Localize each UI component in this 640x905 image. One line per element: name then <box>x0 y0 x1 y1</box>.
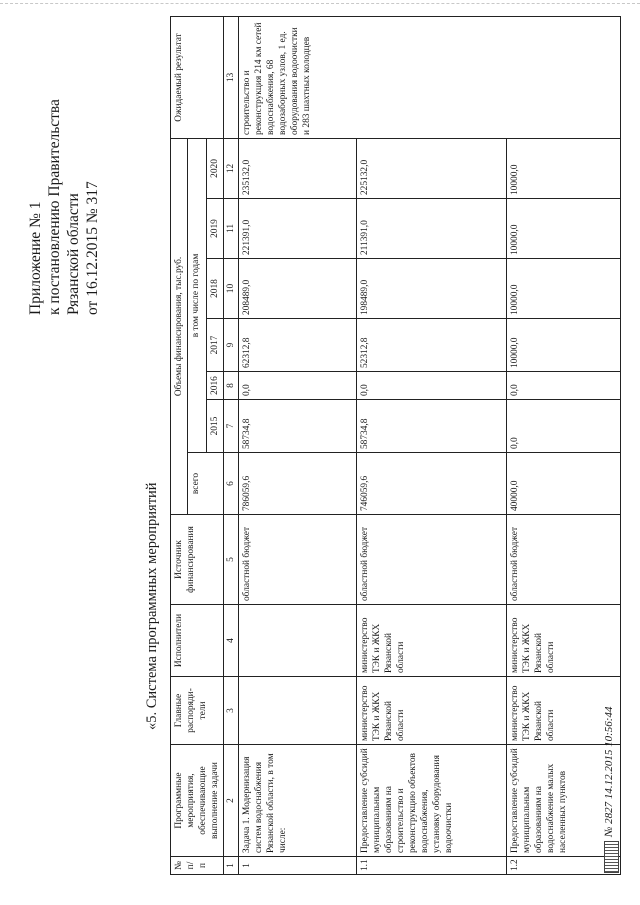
col-header-result: Ожидаемый результат <box>171 16 224 138</box>
row-source: областной бюджет <box>239 515 357 605</box>
row-year-2018: 198489,0 <box>357 259 507 319</box>
row-year-2017: 52312,8 <box>357 319 507 372</box>
col-number: 9 <box>224 319 239 372</box>
col-header-year-2018: 2018 <box>207 259 224 319</box>
col-number: 13 <box>224 16 239 138</box>
col-number: 8 <box>224 372 239 400</box>
row-source: областной бюджет <box>507 515 621 605</box>
col-header-managers: Главные распоряди- тели <box>171 677 224 745</box>
col-number: 5 <box>224 515 239 605</box>
col-header-year-2020: 2020 <box>207 138 224 198</box>
program-measures-table <box>170 16 621 875</box>
row-number: 1.1 <box>357 857 507 875</box>
col-number: 12 <box>224 138 239 198</box>
row-year-2015: 0,0 <box>507 400 621 453</box>
table-row <box>357 16 507 874</box>
col-header-year-2016: 2016 <box>207 372 224 400</box>
row-manager: министерство ТЭК и ЖКХ Рязанской области <box>507 677 621 745</box>
row-manager: министерство ТЭК и ЖКХ Рязанской области <box>357 677 507 745</box>
row-measure: Задача 1. Модернизация систем водоснабжения Рязанской области, в том числе: <box>239 745 357 857</box>
row-year-2019: 211391,0 <box>357 199 507 259</box>
row-year-2020: 225132,0 <box>357 138 507 198</box>
col-number: 11 <box>224 199 239 259</box>
row-source: областной бюджет <box>357 515 507 605</box>
row-total: 746059,6 <box>357 453 507 515</box>
row-executor: министерство ТЭК и ЖКХ Рязанской области <box>507 605 621 677</box>
header-line-1: Приложение № 1 <box>27 201 44 315</box>
row-year-2018: 10000,0 <box>507 259 621 319</box>
column-number-row <box>224 16 239 874</box>
row-year-2015: 58734,8 <box>239 400 357 453</box>
table-row <box>239 16 357 874</box>
header-line-4: от 16.12.2015 № 317 <box>84 181 101 315</box>
col-header-year-2019: 2019 <box>207 199 224 259</box>
section-title: «5. Система программных мероприятий <box>144 482 160 730</box>
col-number: 2 <box>224 745 239 857</box>
row-year-2016: 0,0 <box>507 372 621 400</box>
header-line-3: Рязанской области <box>65 193 82 315</box>
row-total: 40000,0 <box>507 453 621 515</box>
row-year-2016: 0,0 <box>239 372 357 400</box>
col-header-funding: Объемы финансирования, тыс.руб. <box>171 138 188 514</box>
col-header-total: всего <box>188 453 224 515</box>
col-header-source: Источник финансирования <box>171 515 224 605</box>
row-year-2019: 221391,0 <box>239 199 357 259</box>
row-year-2017: 10000,0 <box>507 319 621 372</box>
row-year-2020: 10000,0 <box>507 138 621 198</box>
row-year-2016: 0,0 <box>357 372 507 400</box>
col-header-year-2017: 2017 <box>207 319 224 372</box>
row-year-2020: 235132,0 <box>239 138 357 198</box>
row-result: строительство и реконструкция 214 км сетей водоснабжения, 68 водозаборных узлов, 1 ед. оборудования водоочистки и 283 шахтных колодцев <box>239 16 621 138</box>
row-measure: Предоставление субсидий муниципальным образованиям на строительство и реконструкцию объектов водоснабжения, установку оборудования водоочистки <box>357 745 507 857</box>
col-header-measures: Программные мероприятия, обеспечивающие выполнение задачи <box>171 745 224 857</box>
row-measure: Предоставление субсидий муниципальным образованиям на водоснабжение малых населенных пунктов <box>507 745 621 857</box>
col-number: 3 <box>224 677 239 745</box>
row-executor <box>239 605 357 677</box>
col-header-no: № п/п <box>171 857 224 875</box>
row-year-2019: 10000,0 <box>507 199 621 259</box>
header-line-2: к постановлению Правительства <box>46 99 63 315</box>
col-number: 4 <box>224 605 239 677</box>
row-manager <box>239 677 357 745</box>
barcode-stamp-icon <box>604 841 619 873</box>
col-number: 7 <box>224 400 239 453</box>
col-number: 10 <box>224 259 239 319</box>
col-number: 6 <box>224 453 239 515</box>
row-number: 1 <box>239 857 357 875</box>
row-executor: министерство ТЭК и ЖКХ Рязанской области <box>357 605 507 677</box>
row-number: 1.2 <box>507 857 621 875</box>
row-year-2015: 58734,8 <box>357 400 507 453</box>
row-year-2017: 62312,8 <box>239 319 357 372</box>
col-number: 1 <box>224 857 239 875</box>
row-total: 786059,6 <box>239 453 357 515</box>
col-header-by-years: в том числе по годам <box>188 138 207 452</box>
row-year-2018: 208489,0 <box>239 259 357 319</box>
col-header-executors: Исполнители <box>171 605 224 677</box>
col-header-year-2015: 2015 <box>207 400 224 453</box>
registration-stamp: № 2827 14.12.2015 10:56:44 <box>603 706 615 837</box>
